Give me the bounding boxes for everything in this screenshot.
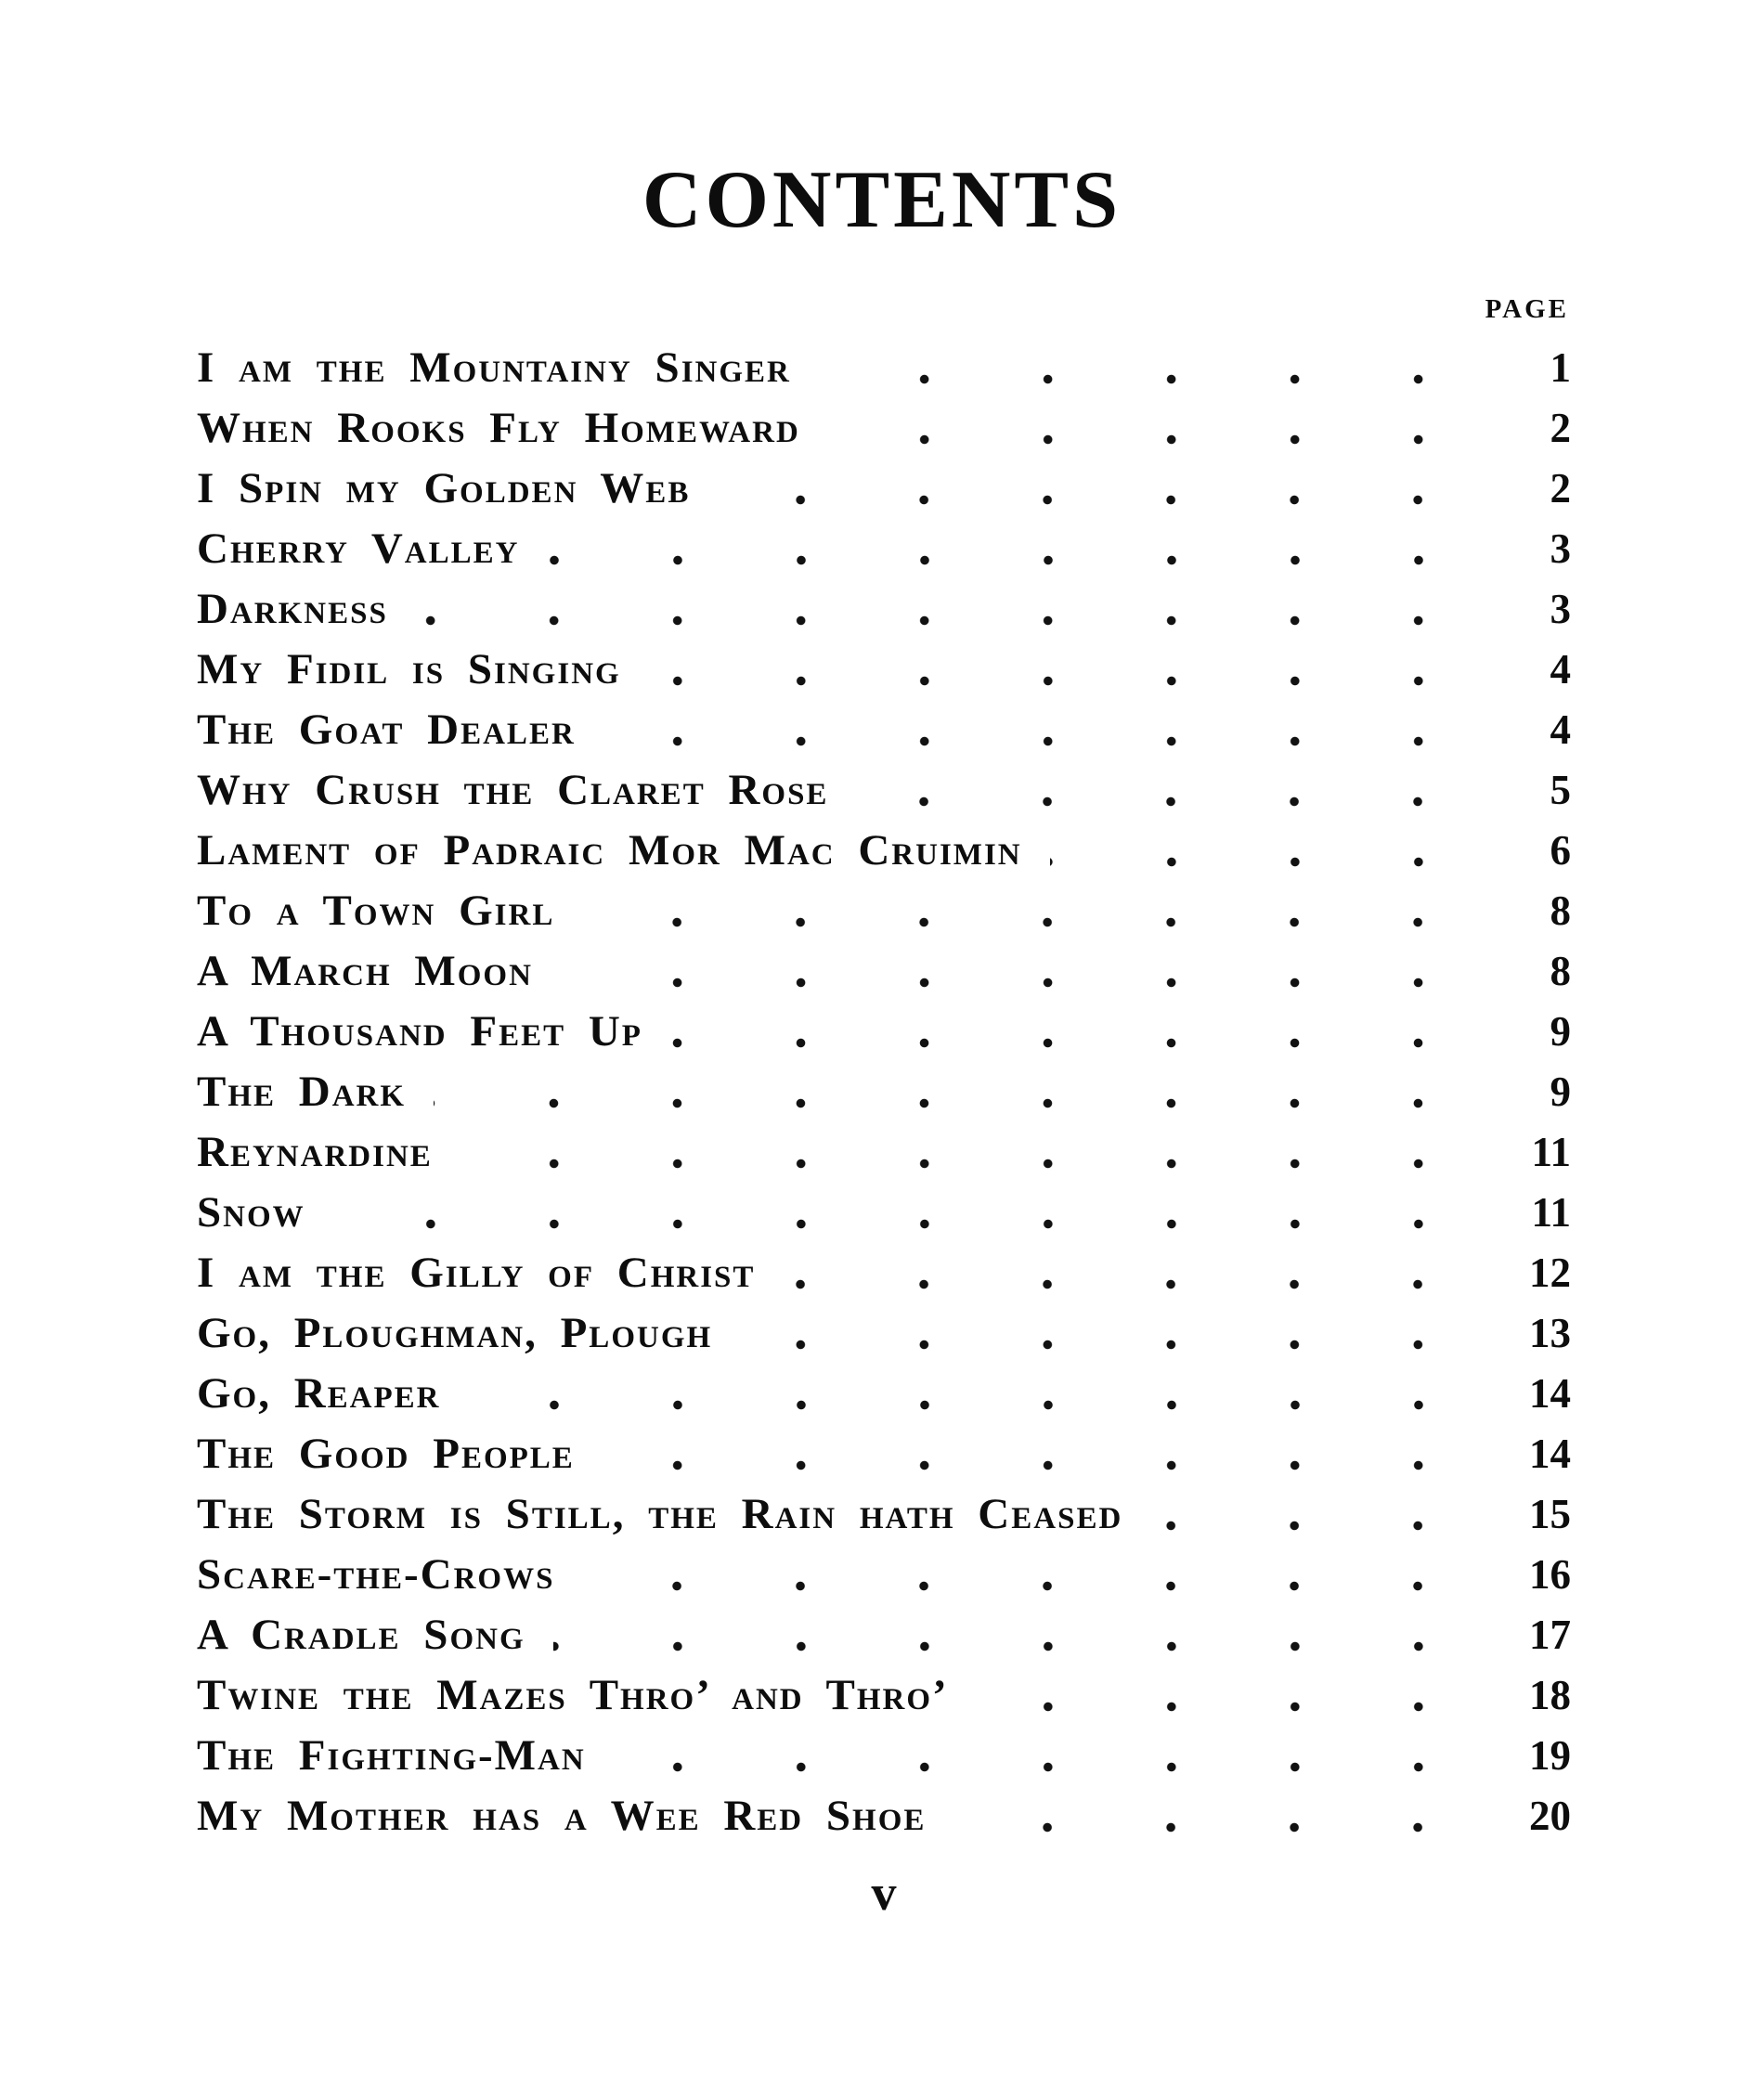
toc-entry-title: I am the Mountainy Singer bbox=[197, 343, 791, 392]
toc-entry-page: 9 bbox=[1550, 1008, 1571, 1055]
toc-entry-page: 9 bbox=[1550, 1068, 1571, 1115]
folio-page-number: v bbox=[871, 1865, 897, 1921]
toc-entry-title: I am the Gilly of Christ bbox=[197, 1249, 756, 1297]
toc-entry-title: A March Moon bbox=[197, 947, 533, 995]
toc-entry-page: 15 bbox=[1529, 1491, 1571, 1537]
toc-entry bbox=[197, 1786, 1571, 1846]
toc-entry-page: 6 bbox=[1550, 827, 1571, 874]
page-title: CONTENTS bbox=[642, 155, 1122, 245]
toc-entry-title: The Good People bbox=[197, 1430, 575, 1478]
leader-dots bbox=[582, 1545, 1480, 1605]
toc-entry bbox=[197, 1484, 1571, 1545]
toc-entry-page: 4 bbox=[1550, 706, 1571, 753]
leader-dots bbox=[582, 881, 1480, 941]
toc-entry bbox=[197, 1303, 1571, 1364]
toc-entry-title: Darkness bbox=[197, 585, 388, 633]
leader-dots bbox=[977, 1665, 1480, 1726]
leader-dots bbox=[828, 398, 1480, 459]
leader-dots bbox=[718, 459, 1480, 519]
toc-entry-page: 3 bbox=[1550, 525, 1571, 572]
toc-entry-title: Snow bbox=[197, 1188, 305, 1237]
toc-entry-page: 8 bbox=[1550, 948, 1571, 994]
toc-entry bbox=[197, 1545, 1571, 1605]
toc-entry bbox=[197, 459, 1571, 519]
leader-dots bbox=[1050, 821, 1480, 881]
toc-entry-page: 3 bbox=[1550, 586, 1571, 632]
leader-dots bbox=[416, 579, 1480, 640]
toc-entry bbox=[197, 1605, 1571, 1665]
toc-entry bbox=[197, 941, 1571, 1002]
toc-entry-title: My Fidil is Singing bbox=[197, 645, 621, 693]
leader-dots bbox=[561, 941, 1480, 1002]
leader-dots bbox=[783, 1243, 1480, 1303]
leader-dots bbox=[670, 1002, 1480, 1062]
toc-entry bbox=[197, 1062, 1571, 1122]
toc-entry-title: The Fighting-Man bbox=[197, 1731, 586, 1780]
toc-entry bbox=[197, 1424, 1571, 1484]
page-column-header: PAGE bbox=[1485, 294, 1569, 324]
leader-dots bbox=[819, 338, 1480, 398]
toc-entry-title: A Cradle Song bbox=[197, 1611, 525, 1659]
toc-entry-page: 1 bbox=[1550, 344, 1571, 391]
toc-entry-page: 2 bbox=[1550, 465, 1571, 512]
toc-entry bbox=[197, 881, 1571, 941]
leader-dots bbox=[856, 760, 1480, 821]
toc-entry-page: 5 bbox=[1550, 767, 1571, 813]
toc-entry bbox=[197, 760, 1571, 821]
toc-list bbox=[197, 338, 1571, 1846]
toc-entry-title: I Spin my Golden Web bbox=[197, 464, 691, 512]
toc-entry-title: Twine the Mazes Thro’ and Thro’ bbox=[197, 1671, 949, 1719]
leader-dots bbox=[469, 1364, 1480, 1424]
leader-dots bbox=[548, 519, 1481, 579]
leader-dots bbox=[1150, 1484, 1480, 1545]
toc-entry bbox=[197, 700, 1571, 760]
toc-entry bbox=[197, 1183, 1571, 1243]
toc-entry bbox=[197, 821, 1571, 881]
toc-entry-page: 16 bbox=[1529, 1551, 1571, 1598]
toc-entry bbox=[197, 338, 1571, 398]
toc-entry bbox=[197, 1002, 1571, 1062]
toc-entry bbox=[197, 1122, 1571, 1183]
toc-entry bbox=[197, 398, 1571, 459]
toc-entry bbox=[197, 1665, 1571, 1726]
toc-entry-page: 14 bbox=[1529, 1431, 1571, 1477]
toc-entry-title: Cherry Valley bbox=[197, 524, 520, 573]
leader-dots bbox=[460, 1122, 1480, 1183]
toc-entry-page: 2 bbox=[1550, 405, 1571, 451]
toc-entry-title: Go, Ploughman, Plough bbox=[197, 1309, 713, 1357]
toc-entry-title: A Thousand Feet Up bbox=[197, 1007, 642, 1055]
leader-dots bbox=[434, 1062, 1480, 1122]
toc-entry-page: 4 bbox=[1550, 646, 1571, 693]
toc-entry-title: The Storm is Still, the Rain hath Ceased bbox=[197, 1490, 1123, 1538]
table-of-contents bbox=[197, 293, 1571, 1846]
toc-entry-page: 11 bbox=[1531, 1189, 1571, 1236]
toc-entry-title: When Rooks Fly Homeward bbox=[197, 404, 800, 452]
toc-entry-title: Go, Reaper bbox=[197, 1369, 441, 1418]
toc-entry bbox=[197, 640, 1571, 700]
toc-entry bbox=[197, 1364, 1571, 1424]
toc-entry-title: Reynardine bbox=[197, 1128, 433, 1176]
leader-dots bbox=[603, 1424, 1480, 1484]
leader-dots bbox=[553, 1605, 1480, 1665]
leader-dots bbox=[333, 1183, 1480, 1243]
leader-dots bbox=[614, 1726, 1480, 1786]
toc-entry bbox=[197, 1726, 1571, 1786]
leader-dots bbox=[740, 1303, 1480, 1364]
toc-entry-title: Lament of Padraic Mor Mac Cruimin bbox=[197, 826, 1022, 874]
toc-entry-page: 11 bbox=[1531, 1129, 1571, 1175]
toc-entry-title: To a Town Girl bbox=[197, 887, 555, 935]
toc-entry-page: 13 bbox=[1529, 1310, 1571, 1356]
toc-entry-title: Scare-the-Crows bbox=[197, 1550, 555, 1599]
toc-entry bbox=[197, 519, 1571, 579]
toc-entry-title: My Mother has a Wee Red Shoe bbox=[197, 1792, 927, 1840]
toc-entry-page: 14 bbox=[1529, 1370, 1571, 1417]
toc-entry-title: Why Crush the Claret Rose bbox=[197, 766, 829, 814]
toc-entry-page: 8 bbox=[1550, 887, 1571, 934]
toc-entry-page: 18 bbox=[1529, 1672, 1571, 1718]
toc-entry-page: 12 bbox=[1529, 1250, 1571, 1296]
leader-dots bbox=[603, 700, 1480, 760]
leader-dots bbox=[649, 640, 1480, 700]
toc-entry-title: The Goat Dealer bbox=[197, 706, 576, 754]
toc-entry bbox=[197, 579, 1571, 640]
toc-entry-title: The Dark bbox=[197, 1068, 407, 1116]
toc-entry-page: 17 bbox=[1529, 1612, 1571, 1658]
leader-dots bbox=[953, 1786, 1480, 1846]
toc-entry bbox=[197, 1243, 1571, 1303]
toc-entry-page: 20 bbox=[1529, 1793, 1571, 1839]
toc-entry-page: 19 bbox=[1529, 1732, 1571, 1779]
